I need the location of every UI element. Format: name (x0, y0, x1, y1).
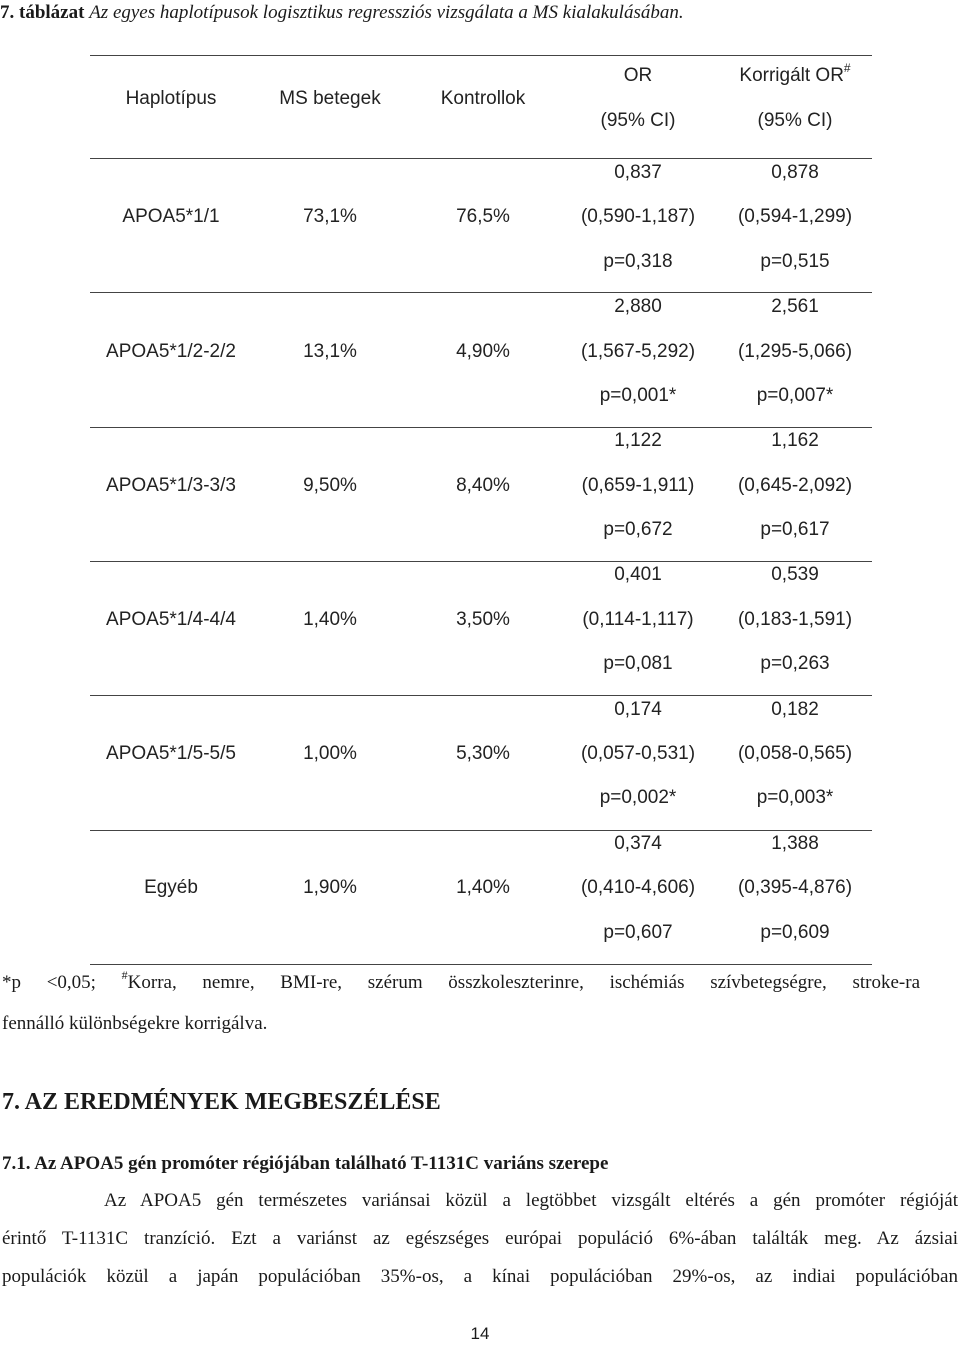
row-controls: 8,40% (456, 475, 510, 496)
row-or: 2,880 (614, 296, 662, 317)
row-adjusted-ci: (0,058-0,565) (737, 743, 853, 764)
table-row-rule (90, 561, 872, 562)
row-adjusted-p: p=0,263 (760, 653, 830, 674)
header-or: OR (623, 65, 653, 86)
row-or: 0,374 (614, 833, 662, 854)
footnote-significance: *p <0,05; (2, 972, 122, 993)
row-or-p: p=0,001* (599, 385, 677, 406)
row-controls: 76,5% (456, 206, 510, 227)
row-or-p: p=0,081 (603, 653, 673, 674)
row-or: 1,122 (614, 430, 662, 451)
row-or-ci: (0,114-1,117) (582, 609, 694, 630)
row-ms-patients: 1,00% (303, 743, 357, 764)
header-controls: Kontrollok (440, 88, 526, 109)
haplotype-table (90, 55, 872, 965)
row-adjusted-p: p=0,617 (760, 519, 830, 540)
row-adjusted-or: 1,162 (771, 430, 819, 451)
row-or-ci: (0,410-4,606) (580, 877, 696, 898)
footnote-hash-mark: # (121, 968, 128, 982)
row-adjusted-ci: (0,395-4,876) (737, 877, 853, 898)
row-adjusted-or: 1,388 (771, 833, 819, 854)
table-caption (0, 0, 960, 26)
row-adjusted-ci: (0,183-1,591) (737, 609, 853, 630)
header-adjusted-or (718, 61, 872, 88)
row-adjusted-ci: (0,594-1,299) (737, 206, 853, 227)
table-footnote (2, 962, 920, 1044)
row-or: 0,401 (614, 564, 662, 585)
body-line-1: Az APOA5 gén természetes variánsai közül a legtöbbet vizsgált eltérés a gén promóter régióját (104, 1190, 958, 1211)
row-adjusted-or: 0,878 (771, 162, 819, 183)
footnote-adjustment: Korra, nemre, BMI-re, szérum összkoleszterinre, ischémiás szívbetegségre, stroke-ra (127, 972, 921, 993)
row-adjusted-or: 0,182 (771, 699, 819, 720)
row-or-p: p=0,002* (599, 787, 677, 808)
caption-text: Az egyes haplotípusok logisztikus regressziós vizsgálata a MS kialakulásában. (89, 2, 684, 23)
row-haplotype: APOA5*1/1 (122, 206, 220, 227)
header-adjusted-or-mark: # (843, 61, 851, 75)
row-adjusted-ci: (0,645-2,092) (737, 475, 853, 496)
body-paragraph (2, 1182, 958, 1296)
subsection-title: 7.1. Az APOA5 gén promóter régiójában található T-1131C variáns szerepe (2, 1153, 609, 1174)
header-or-ci: (95% CI) (600, 110, 676, 131)
row-adjusted-or: 0,539 (771, 564, 819, 585)
section-title: 7. AZ EREDMÉNYEK MEGBESZÉLÉSE (2, 1089, 441, 1115)
row-ms-patients: 9,50% (303, 475, 357, 496)
row-or-ci: (0,659-1,911) (581, 475, 695, 496)
header-adjusted-or-label: Korrigált OR (739, 65, 844, 86)
row-adjusted-p: p=0,515 (760, 251, 830, 272)
body-line-2: érintő T-1131C tranzíció. Ezt a variánst az egészséges európai populáció 6%-ában találták meg. Az ázsiai (2, 1228, 958, 1249)
row-or-ci: (0,057-0,531) (580, 743, 696, 764)
row-or: 0,837 (614, 162, 662, 183)
row-ms-patients: 1,90% (303, 877, 357, 898)
row-haplotype: APOA5*1/3-3/3 (106, 475, 236, 496)
footnote-line-2: fennálló különbségekre korrigálva. (2, 1013, 268, 1034)
row-controls: 3,50% (456, 609, 510, 630)
row-or-p: p=0,672 (603, 519, 673, 540)
table-row-rule (90, 830, 872, 831)
footnote-line-1 (2, 962, 920, 1003)
table-row-rule (90, 695, 872, 696)
table-row-rule (90, 427, 872, 428)
page-number: 14 (470, 1324, 490, 1343)
row-or-ci: (1,567-5,292) (580, 341, 696, 362)
row-haplotype: APOA5*1/2-2/2 (106, 341, 236, 362)
row-ms-patients: 73,1% (303, 206, 357, 227)
row-adjusted-or: 2,561 (771, 296, 819, 317)
table-header-rule (90, 158, 872, 159)
header-adjusted-or-ci: (95% CI) (757, 110, 833, 131)
row-ms-patients: 1,40% (303, 609, 357, 630)
row-or-p: p=0,318 (603, 251, 673, 272)
table-row-rule (90, 292, 872, 293)
row-controls: 1,40% (456, 877, 510, 898)
body-line-3: populációk közül a japán populációban 35%-os, a kínai populációban 29%-os, az indiai populációban (2, 1266, 958, 1287)
table-top-rule (90, 55, 872, 56)
row-adjusted-p: p=0,609 (760, 922, 830, 943)
row-or-p: p=0,607 (603, 922, 673, 943)
header-ms-patients: MS betegek (279, 88, 381, 109)
row-haplotype: APOA5*1/5-5/5 (106, 743, 236, 764)
row-adjusted-ci: (1,295-5,066) (737, 341, 853, 362)
row-haplotype: APOA5*1/4-4/4 (106, 609, 236, 630)
row-haplotype: Egyéb (144, 877, 198, 898)
row-controls: 4,90% (456, 341, 510, 362)
header-haplotype: Haplotípus (125, 88, 217, 109)
row-or: 0,174 (614, 699, 662, 720)
row-ms-patients: 13,1% (303, 341, 357, 362)
row-controls: 5,30% (456, 743, 510, 764)
caption-label: 7. táblázat (0, 2, 85, 23)
row-adjusted-p: p=0,007* (756, 385, 834, 406)
row-adjusted-p: p=0,003* (756, 787, 834, 808)
row-or-ci: (0,590-1,187) (580, 206, 696, 227)
